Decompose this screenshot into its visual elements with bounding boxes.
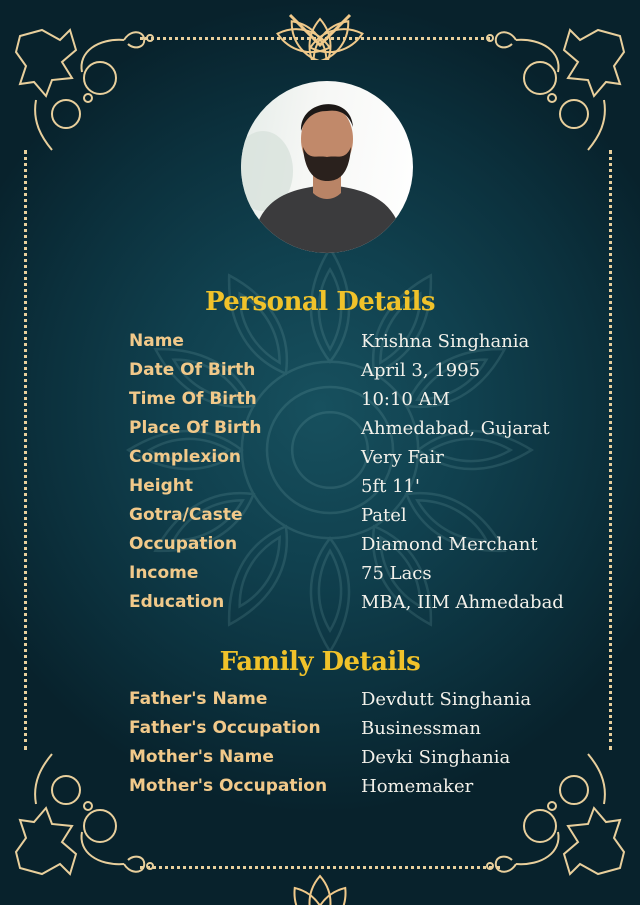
detail-row-occupation: [129, 534, 589, 563]
detail-value: April 3, 1995: [361, 360, 481, 381]
detail-label: Gotra/Caste: [129, 505, 243, 525]
profile-photo: [241, 81, 413, 253]
detail-label: Father's Occupation: [129, 718, 321, 738]
detail-label: Mother's Occupation: [129, 776, 328, 796]
detail-row-place-of-birth: [129, 418, 589, 447]
corner-ornament-top-right-icon: [478, 22, 628, 152]
detail-value: MBA, IIM Ahmedabad: [361, 592, 564, 613]
detail-value: Businessman: [361, 718, 481, 739]
detail-value: Homemaker: [361, 776, 474, 797]
detail-row-education: [129, 592, 589, 621]
top-mandala-icon: [230, 0, 410, 60]
detail-row-complexion: [129, 447, 589, 476]
detail-value: Krishna Singhania: [361, 331, 530, 352]
detail-value: Very Fair: [361, 447, 444, 468]
detail-row-fathers-name: [129, 689, 589, 718]
family-details-heading: Family Details: [219, 647, 421, 677]
detail-label: Time Of Birth: [129, 389, 257, 409]
bottom-mandala-icon: [245, 835, 395, 905]
detail-value: Diamond Merchant: [361, 534, 538, 555]
detail-value: Devki Singhania: [361, 747, 511, 768]
detail-value: Devdutt Singhania: [361, 689, 532, 710]
detail-row-fathers-occupation: [129, 718, 589, 747]
detail-value: 10:10 AM: [361, 389, 451, 410]
person-icon: [241, 81, 413, 253]
detail-value: 75 Lacs: [361, 563, 432, 584]
detail-row-name: [129, 331, 589, 360]
detail-row-gotra-caste: [129, 505, 589, 534]
corner-ornament-top-left-icon: [12, 22, 162, 152]
detail-label: Height: [129, 476, 193, 496]
detail-row-income: [129, 563, 589, 592]
detail-row-time-of-birth: [129, 389, 589, 418]
detail-label: Complexion: [129, 447, 241, 467]
detail-row-mothers-occupation: [129, 776, 589, 805]
detail-label: Income: [129, 563, 199, 583]
detail-label: Date Of Birth: [129, 360, 256, 380]
detail-row-date-of-birth: [129, 360, 589, 389]
detail-row-mothers-name: [129, 747, 589, 776]
detail-label: Occupation: [129, 534, 238, 554]
detail-row-height: [129, 476, 589, 505]
detail-label: Education: [129, 592, 225, 612]
detail-value: Ahmedabad, Gujarat: [361, 418, 550, 439]
detail-value: 5ft 11': [361, 476, 420, 497]
detail-label: Father's Name: [129, 689, 268, 709]
personal-details-heading: Personal Details: [204, 287, 436, 317]
detail-label: Place Of Birth: [129, 418, 262, 438]
detail-value: Patel: [361, 505, 407, 526]
detail-label: Name: [129, 331, 184, 351]
detail-label: Mother's Name: [129, 747, 274, 767]
